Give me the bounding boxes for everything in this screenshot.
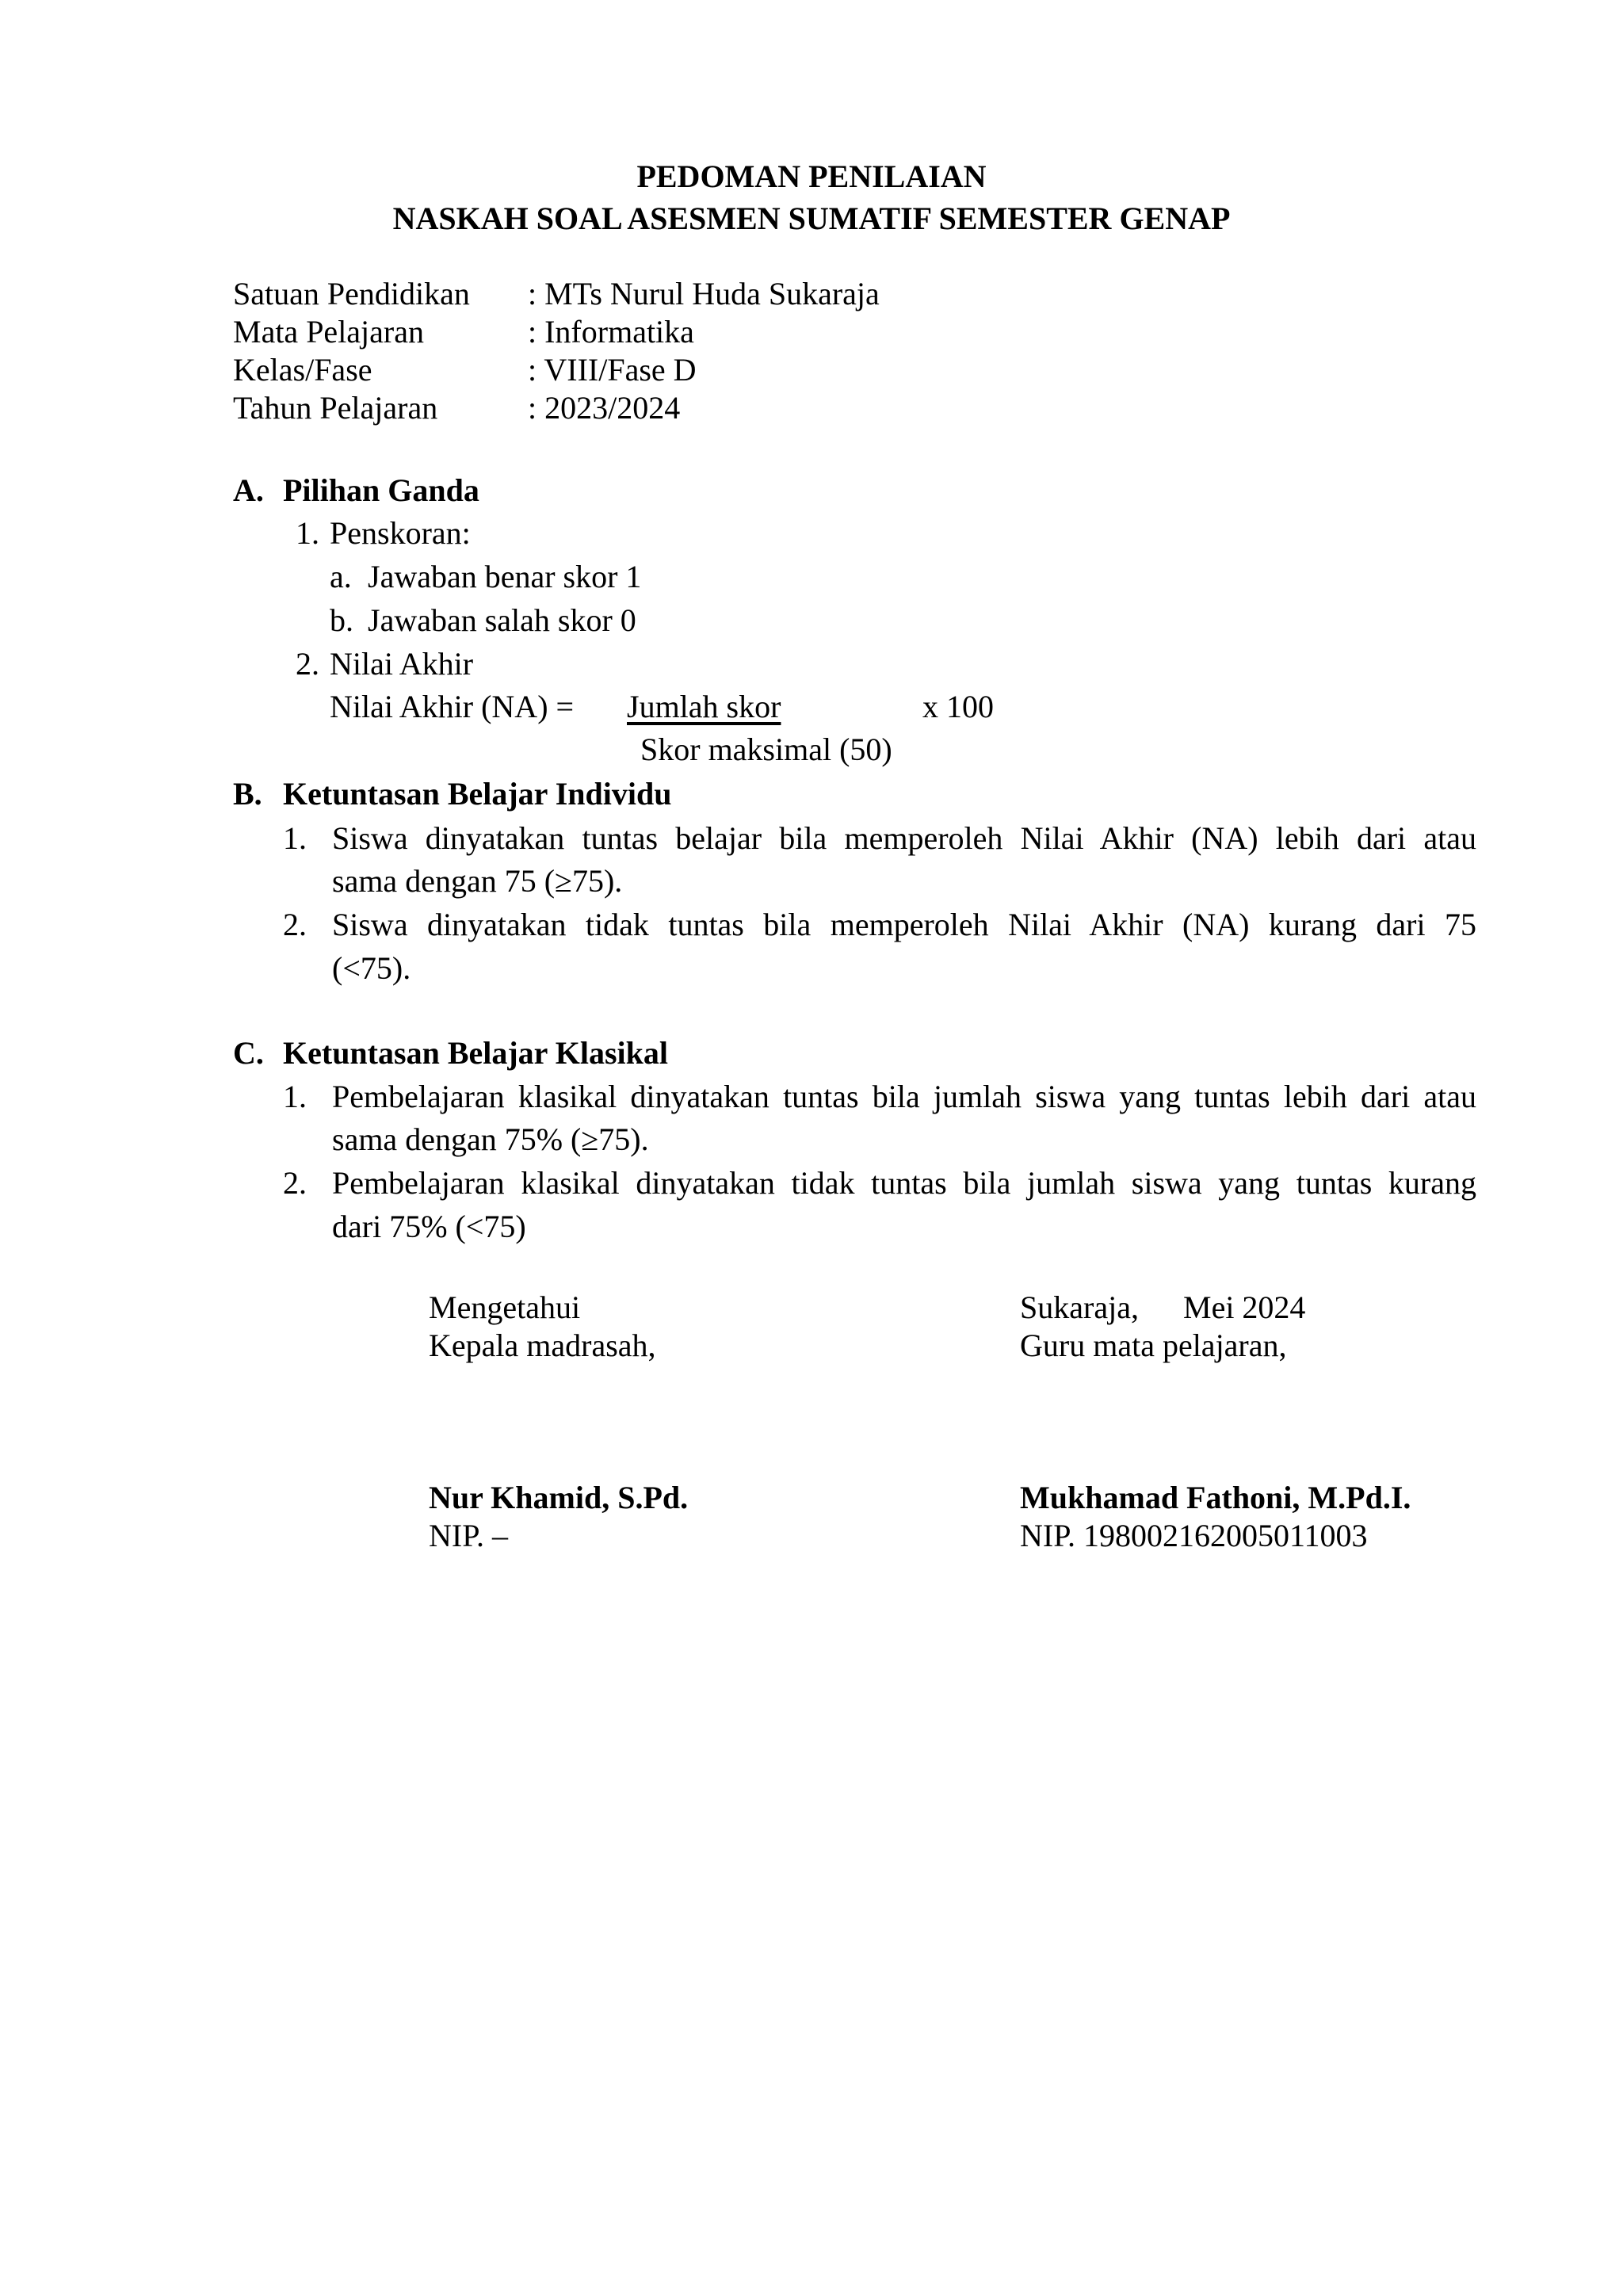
section-b-item2-line1: Siswa dinyatakan tidak tuntas bila memperoleh Nilai Akhir (NA) kurang dari 75 [332,907,1476,942]
identity-value-class: : VIII/Fase D [528,352,697,388]
signature-left-nip: NIP. – [429,1518,509,1553]
section-c-item2-line2: dari 75% (<75) [332,1209,526,1244]
signature-left-line2: Kepala madrasah, [429,1328,656,1363]
identity-label-class: Kelas/Fase [233,352,372,388]
document-subtitle: NASKAH SOAL ASESMEN SUMATIF SEMESTER GENAP [392,201,1231,236]
signature-right-name: Mukhamad Fathoni, M.Pd.I. [1020,1480,1411,1515]
section-b-marker: B. [233,776,262,812]
formula-multiplier: x 100 [922,689,994,724]
section-c-item2-line1: Pembelajaran klasikal dinyatakan tidak tuntas bila jumlah siswa yang tuntas kurang [332,1165,1476,1201]
section-a-sub-b-marker: b. [330,602,353,638]
formula-denominator: Skor maksimal (50) [640,732,892,767]
section-a-heading: Pilihan Ganda [283,472,479,508]
section-a-item2-text: Nilai Akhir [330,646,474,682]
section-a-sub-a-marker: a. [330,559,352,594]
signature-right-nip: NIP. 198002162005011003 [1020,1518,1368,1553]
section-a-item1-num: 1. [296,515,319,551]
section-b-item1-line2: sama dengan 75 (≥75). [332,863,623,899]
identity-value-year: : 2023/2024 [528,390,681,426]
section-b-item1-line1: Siswa dinyatakan tuntas belajar bila memperoleh Nilai Akhir (NA) lebih dari atau [332,820,1476,856]
identity-label-subject: Mata Pelajaran [233,314,424,350]
signature-right-date: Mei 2024 [1183,1289,1306,1325]
formula-numerator [627,691,922,723]
formula-numerator-text: Jumlah skor [627,689,781,724]
signature-left-line1: Mengetahui [429,1289,581,1325]
section-c-marker: C. [233,1035,264,1071]
identity-value-subject: : Informatika [528,314,694,350]
document-title: PEDOMAN PENILAIAN [636,159,987,194]
section-a-sub-a-text: Jawaban benar skor 1 [368,559,642,594]
section-b-item2-num: 2. [283,907,307,942]
section-b-item2-line2: (<75). [332,950,411,986]
section-a-item2-num: 2. [296,646,319,682]
signature-right-line2: Guru mata pelajaran, [1020,1328,1287,1363]
section-c-item2-num: 2. [283,1165,307,1201]
section-a-sub-b-text: Jawaban salah skor 0 [368,602,636,638]
section-c-item1-line2: sama dengan 75% (≥75). [332,1121,649,1157]
section-a-item1-text: Penskoran: [330,515,471,551]
signature-right-place: Sukaraja, [1020,1289,1139,1325]
identity-value-school: : MTs Nurul Huda Sukaraja [528,276,880,311]
section-c-item1-line1: Pembelajaran klasikal dinyatakan tuntas bila jumlah siswa yang tuntas lebih dari atau [332,1079,1476,1114]
section-b-item1-num: 1. [283,820,307,856]
formula-label: Nilai Akhir (NA) = [330,689,575,724]
section-c-item1-num: 1. [283,1079,307,1114]
identity-label-school: Satuan Pendidikan [233,276,470,311]
section-c-heading: Ketuntasan Belajar Klasikal [283,1035,668,1071]
section-a-marker: A. [233,472,264,508]
section-b-heading: Ketuntasan Belajar Individu [283,776,672,812]
signature-left-name: Nur Khamid, S.Pd. [429,1480,689,1515]
identity-label-year: Tahun Pelajaran [233,390,438,426]
